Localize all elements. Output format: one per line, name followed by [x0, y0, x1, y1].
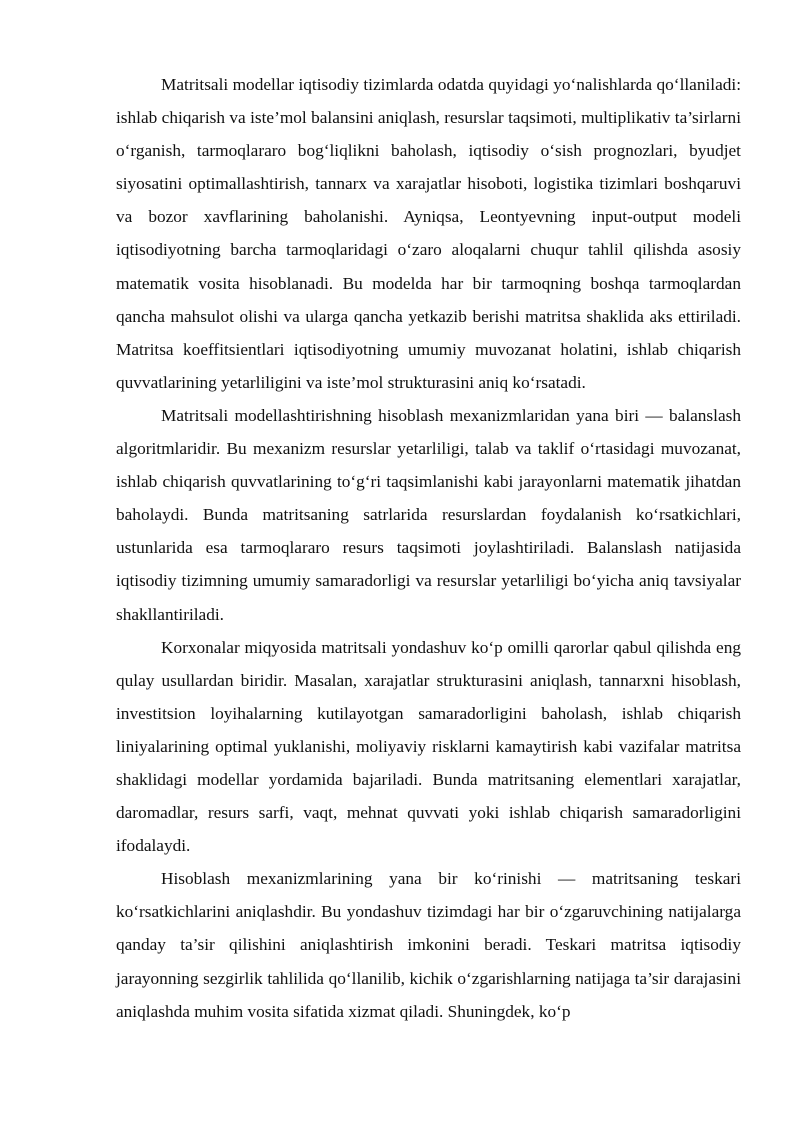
paragraph-3: Korxonalar miqyosida matritsali yondashuv ko‘p omilli qarorlar qabul qilishda eng qulay usullardan biridir. Masalan, xarajatlar strukturasini aniqlash, tannarxni hisoblash, investitsion loyihalarning kutilayotgan samaradorligini baholash, ishlab chiqarish liniyalarining optimal yuklanishi, moliyaviy risklarni kamaytirish kabi vazifalar matritsa shaklidagi modellar yordamida bajariladi. Bunda matritsaning elementlari xarajatlar, daromadlar, resurs sarfi, vaqt, mehnat quvvati yoki ishlab chiqarish samaradorligini ifodalaydi. [116, 637, 741, 856]
document-page [116, 68, 741, 1028]
paragraph-4: Hisoblash mexanizmlarining yana bir ko‘rinishi — matritsaning teskari ko‘rsatkichlarini aniqlashdir. Bu yondashuv tizimdagi har bir o‘zgaruvchining natijalarga qanday ta’sir qilishini aniqlashtirish imkonini beradi. Teskari matritsa iqtisodiy jarayonning sezgirlik tahlilida qo‘llanilib, kichik o‘zgarishlarning natijaga ta’sir darajasini aniqlashda muhim vosita sifatida xizmat qiladi. Shuningdek, ko‘p [116, 869, 741, 1021]
paragraph-1: Matritsali modellar iqtisodiy tizimlarda odatda quyidagi yo‘nalishlarda qo‘llaniladi: ishlab chiqarish va iste’mol balansini aniqlash, resurslar taqsimoti, multiplikativ ta’sirlarni o‘rganish, tarmoqlararo bog‘liqlikni baholash, iqtisodiy o‘sish prognozlari, byudjet siyosatini optimallashtirish, tannarx va xarajatlar hisoboti, logistika tizimlari boshqaruvi va bozor xavflarining baholanishi. Ayniqsa, Leontyevning input-output modeli iqtisodiyotning barcha tarmoqlaridagi o‘zaro aloqalarni chuqur tahlil qilishda asosiy matematik vosita hisoblanadi. Bu modelda har bir tarmoqning boshqa tarmoqlardan qancha mahsulot olishi va ularga qancha yetkazib berishi matritsa shaklida aks ettiriladi. Matritsa koeffitsientlari iqtisodiyotning umumiy muvozanat holatini, ishlab chiqarish quvvatlarining yetarliligini va iste’mol strukturasini aniq ko‘rsatadi. [116, 75, 741, 392]
paragraph-2: Matritsali modellashtirishning hisoblash mexanizmlaridan yana biri — balanslash algoritmlaridir. Bu mexanizm resurslar yetarliligi, talab va taklif o‘rtasidagi muvozanat, ishlab chiqarish quvvatlarining to‘g‘ri taqsimlanishi kabi jarayonlarni matematik jihatdan baholaydi. Bunda matritsaning satrlarida resurslardan foydalanish ko‘rsatkichlari, ustunlarida esa tarmoqlararo resurs taqsimoti joylashtiriladi. Balanslash natijasida iqtisodiy tizimning umumiy samaradorligi va resurslar yetarliligi bo‘yicha aniq tavsiyalar shakllantiriladi. [116, 405, 741, 624]
